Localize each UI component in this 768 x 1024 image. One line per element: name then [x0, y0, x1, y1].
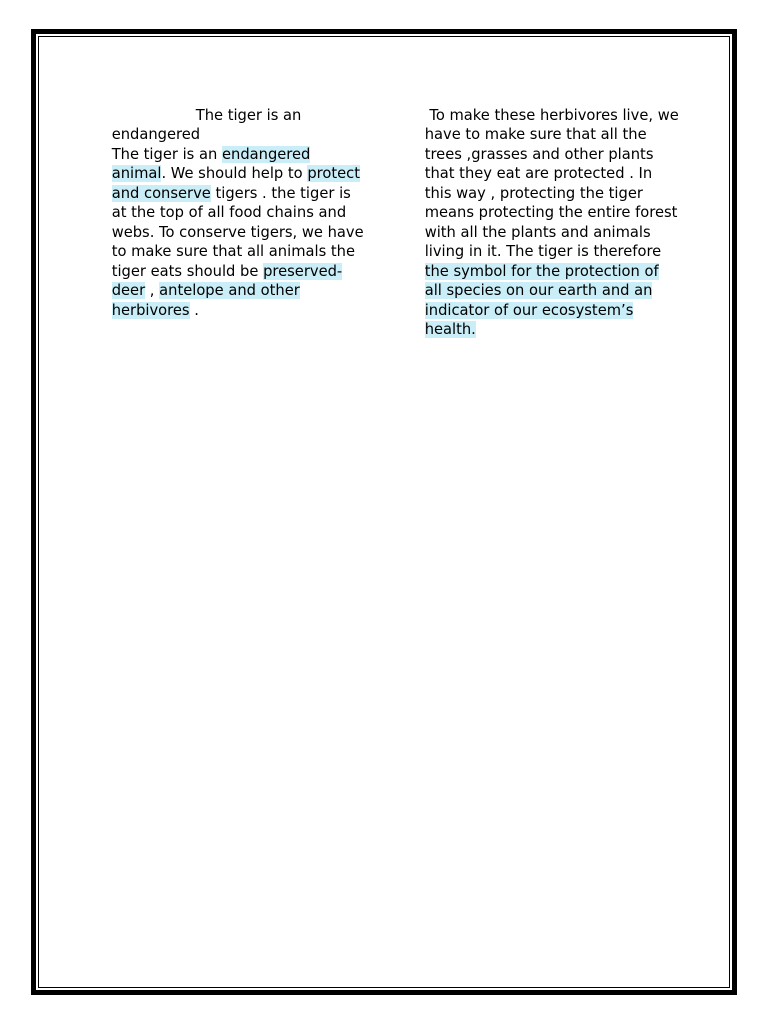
text-run: tiger eats should be [111, 262, 264, 280]
highlighted-text: the symbol for the protection of [424, 262, 659, 280]
text-run: with all the plants and animals [424, 223, 651, 241]
left-column [93, 86, 364, 319]
text-run: The tiger is an [111, 106, 302, 124]
highlighted-text: all species on our earth and an [424, 282, 653, 299]
text-run: . [189, 301, 199, 319]
highlighted-text: health. [424, 321, 476, 338]
text-run: trees ,grasses and other plants [424, 145, 654, 163]
text-run: webs. To conserve tigers, we have [111, 223, 364, 241]
right-column [406, 86, 682, 338]
text-run: to make sure that all animals the [111, 243, 356, 260]
text-run: tigers . the tiger is [210, 184, 351, 202]
text-run: have to make sure that all the [424, 126, 647, 143]
text-run: To make these herbivores live, we [424, 106, 679, 124]
highlighted-text: herbivores [111, 301, 190, 319]
highlighted-text: antelope and other [159, 282, 300, 299]
text-run: at the top of all food chains and [111, 204, 347, 221]
text-run: The tiger is an [111, 145, 222, 163]
highlighted-text: preserved- [263, 262, 343, 280]
text-run: means protecting the entire forest [424, 204, 678, 221]
highlighted-text: protect [307, 165, 360, 182]
highlighted-text: animal [111, 165, 162, 182]
text-run: living in it. The tiger is therefore [424, 243, 662, 260]
highlighted-text: indicator of our ecosystem’s [424, 301, 634, 319]
highlighted-text: endangered [221, 145, 311, 163]
text-run: endangered [111, 126, 201, 143]
text-run: , [145, 282, 160, 299]
text-line [406, 86, 682, 124]
highlighted-text: deer [111, 282, 146, 299]
text-run: this way , protecting the tiger [424, 184, 643, 202]
highlighted-text: and conserve [111, 184, 211, 202]
text-run: . We should help to [161, 165, 308, 182]
text-line [93, 86, 361, 124]
text-run: that they eat are protected . In [424, 165, 653, 182]
